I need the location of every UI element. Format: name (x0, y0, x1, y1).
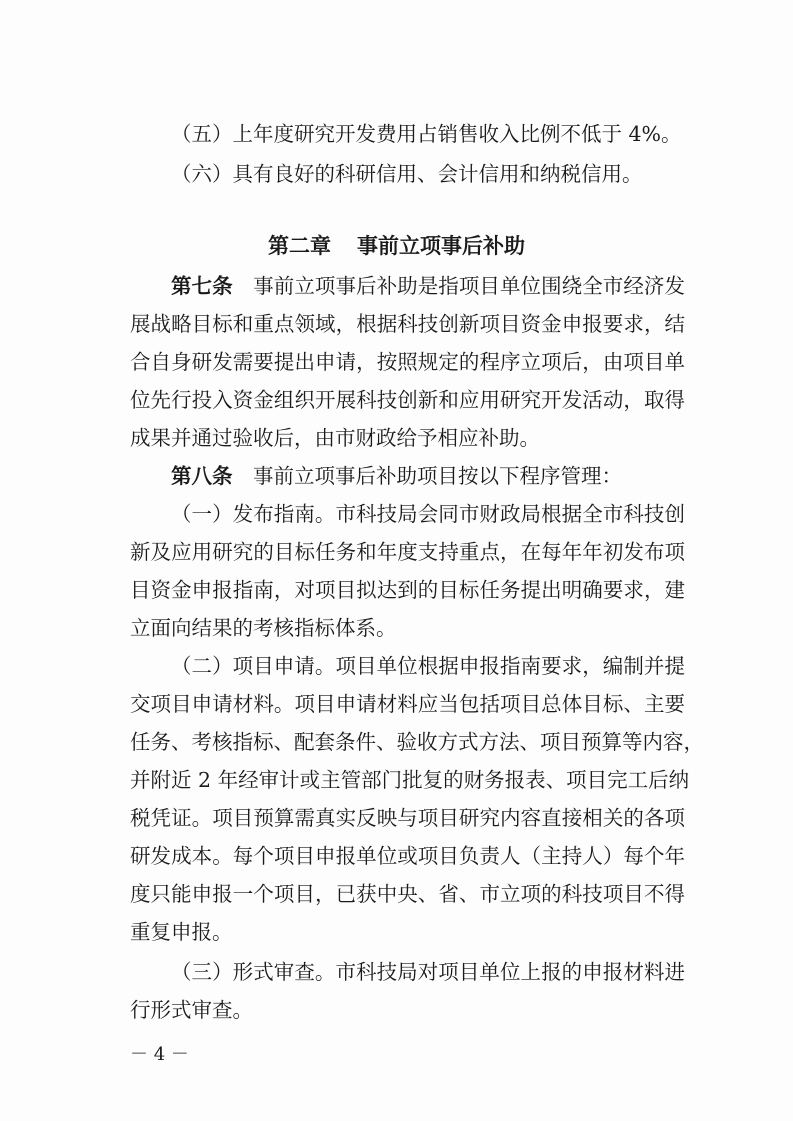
article-7-line-5: 成果并通过验收后，由市财政给予相应补助。 (130, 426, 540, 450)
article-8-line-1 (171, 462, 622, 490)
article-7-label: 第七条 (171, 274, 233, 298)
chapter-label: 第二章 (268, 234, 331, 258)
article-7-text: 事前立项事后补助是指项目单位围绕全市经济发 (253, 274, 685, 298)
article-8-label: 第八条 (171, 464, 233, 488)
article-7-line-4: 位先行投入资金组织开展科技创新和应用研究开发活动，取得 (130, 388, 685, 412)
procedure-1-line-3: 目资金申报指南，对项目拟达到的目标任务提出明确要求，建 (130, 578, 685, 602)
procedure-2-line-1: （二）项目申请。项目单位根据申报指南要求，编制并提 (171, 654, 685, 678)
list-item-6: （六）具有良好的科研信用、会计信用和纳税信用。 (171, 162, 643, 186)
chapter-heading: 事前立项事后补助 (357, 234, 525, 258)
article-8-text: 事前立项事后补助项目按以下程序管理： (253, 464, 622, 488)
chapter-title (0, 232, 793, 260)
procedure-2-line-2: 交项目申请材料。项目申请材料应当包括项目总体目标、主要 (130, 692, 685, 716)
procedure-1-line-4: 立面向结果的考核指标体系。 (130, 616, 397, 640)
procedure-2-line-6: 研发成本。每个项目申报单位或项目负责人（主持人）每个年 (130, 844, 685, 868)
article-7-line-1 (171, 272, 685, 300)
procedure-3-line-2: 行形式审查。 (130, 998, 253, 1022)
article-7-line-2: 展战略目标和重点领域，根据科技创新项目资金申报要求，结 (130, 312, 685, 336)
procedure-2-line-3: 任务、考核指标、配套条件、验收方式方法、项目预算等内容， (130, 730, 704, 754)
procedure-2-line-8: 重复申报。 (130, 920, 233, 944)
procedure-2-line-4: 并附近 2 年经审计或主管部门批复的财务报表、项目完工后纳 (130, 768, 690, 792)
procedure-3-line-1: （三）形式审查。市科技局对项目单位上报的申报材料进 (171, 960, 685, 984)
page-number: － 4 － (130, 1044, 189, 1065)
list-item-5: （五）上年度研究开发费用占销售收入比例不低于 4%。 (171, 122, 682, 146)
procedure-1-line-2: 新及应用研究的目标任务和年度支持重点，在每年年初发布项 (130, 540, 685, 564)
procedure-1-line-1: （一）发布指南。市科技局会同市财政局根据全市科技创 (171, 502, 685, 526)
procedure-2-line-5: 税凭证。项目预算需真实反映与项目研究内容直接相关的各项 (130, 806, 685, 830)
article-7-line-3: 合自身研发需要提出申请，按照规定的程序立项后，由项目单 (130, 350, 685, 374)
procedure-2-line-7: 度只能申报一个项目，已获中央、省、市立项的科技项目不得 (130, 882, 685, 906)
